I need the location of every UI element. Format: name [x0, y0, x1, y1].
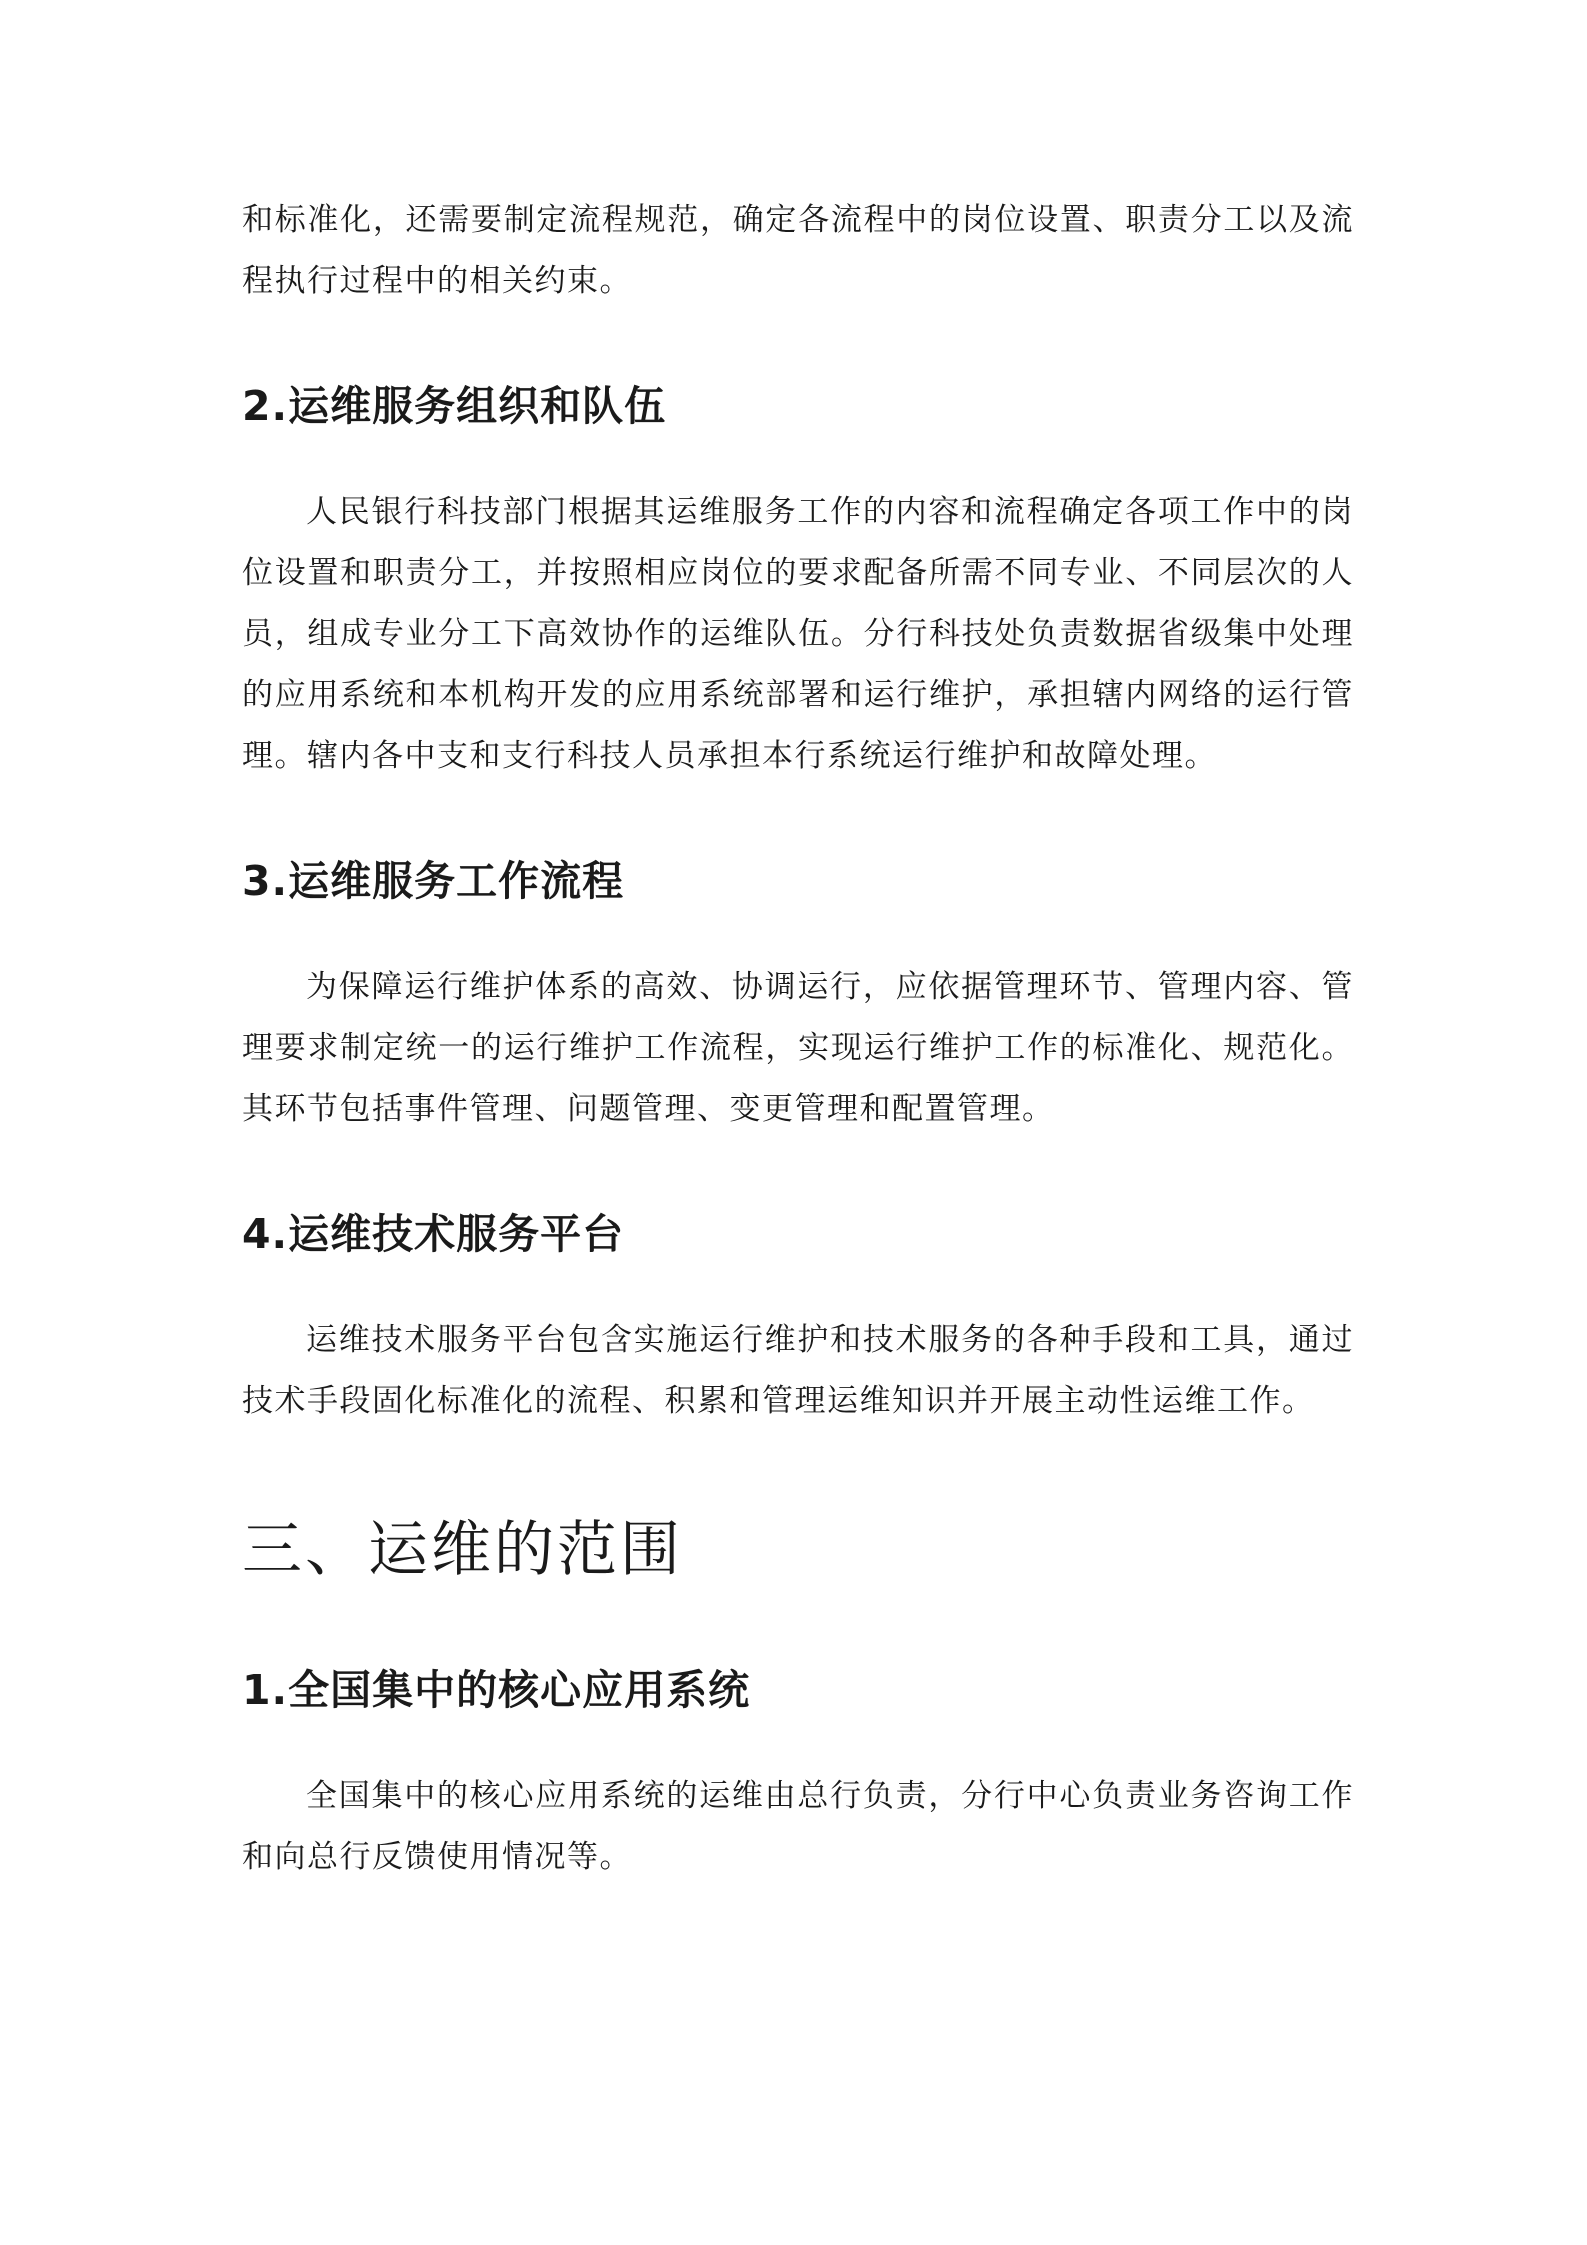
continuation-paragraph: 和标准化，还需要制定流程规范，确定各流程中的岗位设置、职责分工以及流程执行过程中的相关约束。	[242, 202, 1354, 299]
section-paragraph-4: 运维技术服务平台包含实施运行维护和技术服务的各种手段和工具，通过技术手段固化标准化的流程、积累和管理运维知识并开展主动性运维工作。	[242, 1322, 1354, 1419]
section-paragraph-3: 为保障运行维护体系的高效、协调运行，应依据管理环节、管理内容、管理要求制定统一的运行维护工作流程，实现运行维护工作的标准化、规范化。其环节包括事件管理、问题管理、变更管理和配置管理。	[242, 969, 1354, 1127]
section-heading-3: 3.运维服务工作流程	[242, 857, 625, 905]
section-heading-2: 2.运维服务组织和队伍	[242, 382, 667, 430]
section-heading-4: 4.运维技术服务平台	[242, 1210, 625, 1258]
chapter-section-heading-1: 1.全国集中的核心应用系统	[242, 1666, 751, 1714]
chapter-title: 三、运维的范围	[242, 1515, 683, 1585]
section-paragraph-2: 人民银行科技部门根据其运维服务工作的内容和流程确定各项工作中的岗位设置和职责分工，并按照相应岗位的要求配备所需不同专业、不同层次的人员，组成专业分工下高效协作的运维队伍。分行科技处负责数据省级集中处理的应用系统和本机构开发的应用系统部署和运行维护，承担辖内网络的运行管理。辖内各中支和支行科技人员承担本行系统运行维护和故障处理。	[242, 494, 1354, 774]
chapter-section-paragraph-1: 全国集中的核心应用系统的运维由总行负责，分行中心负责业务咨询工作和向总行反馈使用情况等。	[242, 1778, 1354, 1875]
document-body	[242, 190, 1354, 1888]
